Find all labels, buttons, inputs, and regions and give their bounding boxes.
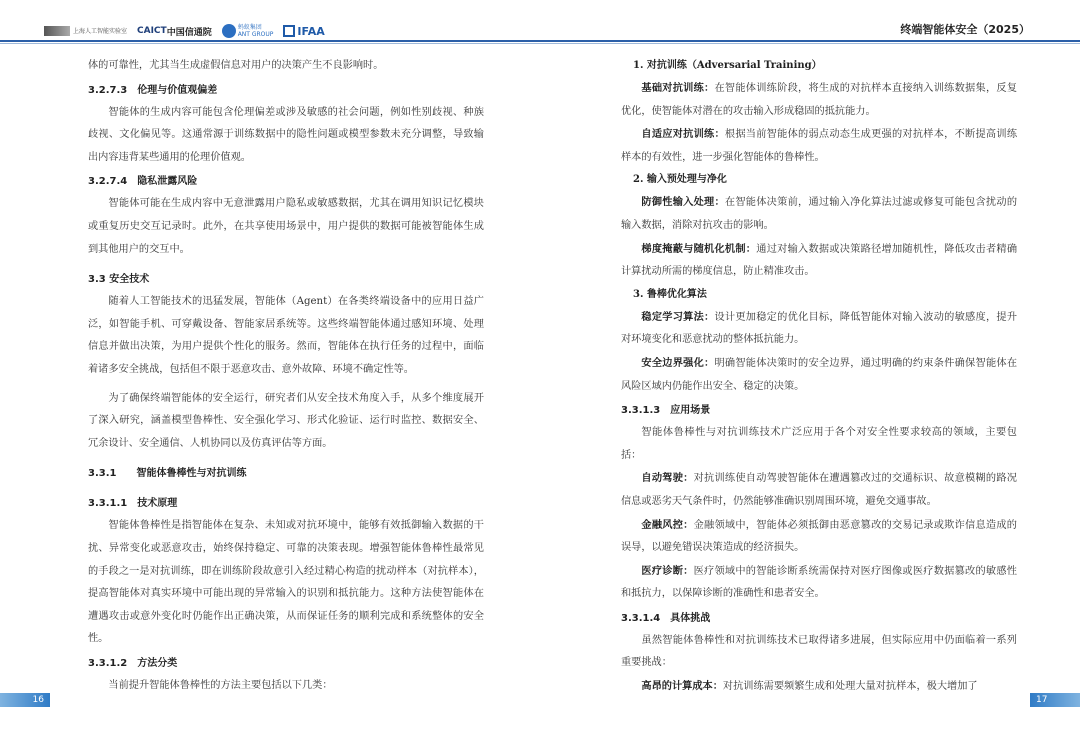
footer-tab-right <box>1030 693 1080 707</box>
paragraph: 智能体可能在生成内容中无意泄露用户隐私或敏感数据，尤其在调用知识记忆模块或重复历史交互记录时。此外，在共享使用场景中，用户提供的数据可能被智能体生成到其他用户的交互中。 <box>88 198 484 255</box>
partner-logos <box>44 20 325 42</box>
caict-logo: CAICT 中国信通院 <box>137 26 212 38</box>
section-heading: 3.3.1.1 技术原理 <box>88 498 178 510</box>
left-page <box>88 55 484 697</box>
paragraph: 为了确保终端智能体的安全运行，研究者们从安全技术角度入手，从多个维度展开了深入研究，涵盖模型鲁棒性、安全强化学习、形式化验证、运行时监控、数据安全、冗余设计、安全通信、人机协同以及仿真评估等方面。 <box>88 392 484 449</box>
subsection-heading: 2. 输入预处理与净化 <box>633 174 727 186</box>
header-rule <box>0 40 1080 42</box>
section-heading: 3.2.7.3 伦理与价值观偏差 <box>88 84 218 96</box>
ifaa-logo: IFAA <box>283 25 324 38</box>
paragraph: 金融风控：金融领域中，智能体必须抵御由恶意篡改的交易记录或欺诈信息造成的误导，以避免错误决策造成的经济损失。 <box>621 518 1017 554</box>
paragraph: 梯度掩蔽与随机化机制：通过对输入数据或决策路径增加随机性，降低攻击者精确计算扰动所需的梯度信息，防止精准攻击。 <box>621 242 1018 278</box>
document-title: 终端智能体安全（2025） <box>900 23 1030 36</box>
footer-tab-left <box>0 693 50 707</box>
section-heading: 3.3.1 智能体鲁棒性与对抗训练 <box>88 468 247 480</box>
section-heading: 3.3 安全技术 <box>88 274 150 286</box>
page-number: 17 <box>1036 695 1048 705</box>
header-rule-thin <box>0 43 1080 44</box>
paragraph: 防御性输入处理：在智能体决策前，通过输入净化算法过滤或修复可能包含扰动的输入数据，消除对抗攻击的影响。 <box>621 196 1018 231</box>
page-number: 16 <box>32 695 44 705</box>
paragraph: 高昂的计算成本：对抗训练需要频繁生成和处理大量对抗样本，极大增加了 <box>641 680 978 693</box>
paragraph: 智能体鲁棒性是指智能体在复杂、未知或对抗环境中，能够有效抵御输入数据的干扰、异常变化或恶意攻击，始终保持稳定、可靠的决策表现。增强智能体鲁棒性最常见的手段之一是对抗训练，即在训练阶段故意引入经过精心构造的扰动样本（对抗样本），提高智能体对真实环境中可能出现的异常输入的识别和抵抗能力。这种方法使智能体在遭遇攻击或意外变化时仍能作出正确决策，从而保证任务的顺利完成和系统整体的安全性。 <box>88 520 484 645</box>
page-header <box>0 0 1080 46</box>
paragraph: 智能体鲁棒性与对抗训练技术广泛应用于各个对安全性要求较高的领域，主要包括： <box>621 427 1017 461</box>
subsection-heading: 1. 对抗训练（Adversarial Training） <box>633 60 822 71</box>
paragraph: 当前提升智能体鲁棒性的方法主要包括以下几类： <box>108 679 333 691</box>
section-heading: 3.3.1.4 具体挑战 <box>621 612 711 624</box>
section-heading: 3.2.7.4 隐私泄露风险 <box>88 176 198 188</box>
shanghai-ai-lab-logo: 上海人工智能实验室 <box>44 26 127 36</box>
paragraph: 虽然智能体鲁棒性和对抗训练技术已取得诸多进展，但实际应用中仍面临着一系列重要挑战： <box>621 634 1017 669</box>
paragraph: 随着人工智能技术的迅猛发展，智能体（Agent）在各类终端设备中的应用日益广泛，如智能手机、可穿戴设备、智能家居系统等。这些终端智能体通过感知环境、处理信息并做出决策，为用户提供个性化的服务。然而，智能体在执行任务的过程中，面临着诸多安全挑战，包括但不限于恶意攻击、意外故障、环境不确定性等。 <box>88 296 484 375</box>
section-heading: 3.3.1.3 应用场景 <box>621 405 711 417</box>
paragraph: 自适应对抗训练：根据当前智能体的弱点动态生成更强的对抗样本，不断提高训练样本的有效性，进一步强化智能体的鲁棒性。 <box>621 128 1018 163</box>
subsection-heading: 3. 鲁棒优化算法 <box>633 288 707 300</box>
paragraph: 基础对抗训练：在智能体训练阶段，将生成的对抗样本直接纳入训练数据集，反复优化，使智能体对潜在的攻击输入形成稳固的抵抗能力。 <box>621 82 1018 117</box>
right-page <box>621 55 1017 699</box>
paragraph: 体的可靠性，尤其当生成虚假信息对用户的决策产生不良影响时。 <box>88 60 384 71</box>
paragraph: 安全边界强化：明确智能体决策时的安全边界，通过明确的约束条件确保智能体在风险区域内仍能作出安全、稳定的决策。 <box>621 356 1018 392</box>
paragraph: 稳定学习算法：设计更加稳定的优化目标，降低智能体对输入波动的敏感度，提升对环境变化和恶意扰动的整体抵抗能力。 <box>621 310 1018 346</box>
section-heading: 3.3.1.2 方法分类 <box>88 657 178 669</box>
paragraph: 智能体的生成内容可能包含伦理偏差或涉及敏感的社会问题，例如性别歧视、种族歧视、文化偏见等。这通常源于训练数据中的隐性问题或模型参数未充分调整，导致输出内容违背某些通用的伦理价值观。 <box>88 106 484 163</box>
paragraph: 医疗诊断：医疗领域中的智能诊断系统需保持对医疗图像或医疗数据篡改的敏感性和抵抗力，以保障诊断的准确性和患者安全。 <box>621 564 1017 600</box>
paragraph: 自动驾驶：对抗训练使自动驾驶智能体在遭遇篡改过的交通标识、故意模糊的路况信息或恶劣天气条件时，仍然能够准确识别周围环境，避免交通事故。 <box>621 472 1017 507</box>
ant-group-logo: 蚂蚁集团 ANT GROUP <box>222 24 274 38</box>
